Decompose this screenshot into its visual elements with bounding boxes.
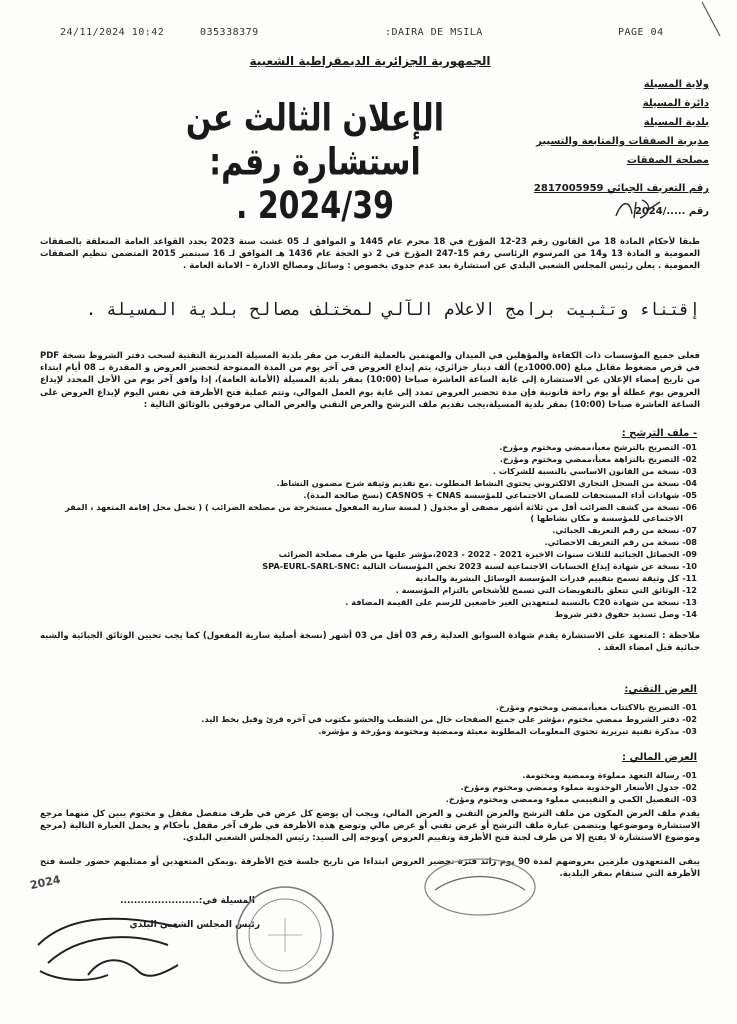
list-item: 01- التصريح بالاكتتاب معبأ،ممضي ومختوم ومؤرخ. [495, 702, 697, 712]
list-item: 13- نسخة من شهادة C20 بالنسبة لمتعهدين الغير خاضعين للرسم على القيمة المضافة . [345, 596, 697, 607]
fax-sender: :DAIRA DE MSILA [385, 27, 483, 38]
tax-identifier: رقم التعريف الجبائي 2817005959 [533, 183, 709, 194]
official-round-stamp [230, 880, 340, 990]
authority-daira: دائرة المسيلة [642, 98, 709, 109]
list-item: 10- نسخة عن شهادة إيداع الحسابات الاجتماعية لسنة 2023 تخص المؤسسات التالية :SPA-EURL-SARL-SNC [262, 561, 697, 572]
candidacy-heading: - ملف الترشح : [621, 428, 697, 439]
signature-place: المسيلة في:....................... [120, 896, 255, 906]
intro-paragraph: طبقا لأحكام المادة 18 من القانون رقم 23-12 المؤرخ في 18 محرم عام 1445 و الموافق لـ 05 غشت سنة 2023 يحدد القواعد العامة المتعلقة بالصفقات العمومية و المادة 13 و14 من المرسوم الرئاسي رقم 15-247 المؤرخ في 2 ذو الحجة عام 1436 هـ الموافق لـ 16 سبتمبر 2015 المتضمن تنظيم الصفقات العمومية . يعلن رئيس المجلس الشعبي البلدي عن استشارة بعد عدم جدوى بخصوص : وسائل ومصالح الادارة – الامانة العامة . [40, 237, 701, 272]
handwritten-signature [28, 905, 198, 987]
fax-number: 035338379 [200, 27, 259, 38]
authority-directorate: مديرية الصفقات والمتابعة والتسيير [536, 136, 709, 147]
handwritten-reference-mark [612, 196, 664, 222]
list-item: 02- دفتر الشروط ممضي مختوم ،مؤشر على جميع الصفحات خال من الشطب والحشو مكتوب في آخره قرئ وقبل بخط اليد. [201, 713, 697, 724]
submission-instructions: يقدم ملف العرض المكون من ملف الترشح والعرض التقني و العرض المالي، ويجب أن يوضع كل عرض في ظرف منفصل مقفل و مختوم يبين كل منهما مرجع الاستشارة وموضوعها ويتضمن عبارة ملف الترشح أو عرض تقني أو عرض مالي وتوضع هذه الأظرفة في ظرف آخر مقفل بأحكام و يحمل العبارة التالية (مرجع وموضوع الاستشارة لا يفتح إلا من طرف لجنة فتح الأظرفة وتقييم العروض )ويوجه إلى السيد: رئيس المجلس الشعبي البلدي. [40, 809, 700, 844]
authority-wilaya: ولاية المسيلة [643, 79, 709, 90]
list-item: 14- وصل تسديد حقوق دفتر شروط [554, 608, 697, 619]
list-item: 06- نسخة من كشف الضرائب أقل من ثلاثة أشهر مصفى أو مجدول ( لمسة سارية المفعول مستخرجة من مصلحة الضرائب ) ( تحمل محل إقامة المتعهد ، المقر [65, 501, 697, 512]
list-item: 07- نسخة من رقم التعريف الجبائي. [552, 525, 697, 536]
candidacy-list [65, 442, 697, 621]
financial-offer-list [137, 770, 697, 806]
authority-commune: بلدية المسيلة [643, 117, 709, 128]
candidacy-note: ملاحظة : المتعهد على الاستشارة يقدم شهادة السوابق العدلية رقم 03 أقل من 03 أشهر (نسخة أصلية سارية المفعول) كما يجب تحيين الوثائق الجبائية والشبه جبائية قبل امضاء العقد . [40, 631, 700, 654]
list-item: الاجتماعي للمؤسسة و مكان نشاطها ) [530, 513, 683, 524]
list-item: 05- شهادات أداء المستحقات للضمان الاجتماعي للمؤسسة CASNOS + CNAS (نسخ صالحة المدة). [303, 489, 697, 500]
announcement-title: الإعلان الثالث عن استشارة رقم: 2024/39 . [185, 96, 445, 229]
fax-page: PAGE 04 [618, 27, 664, 38]
corner-fold-mark [700, 0, 737, 40]
validity-paragraph: يبقى المتعهدون ملزمين بعروضهم لمدة 90 يوم زائد فترة تحضير العروض ابتداءا من تاريخ جلسة فتح الأظرفة .ويمكن المتعهدين أو ممثليهم حضور جلسة فتح الأظرفة التي ستقام بمقر البلدية. [40, 857, 700, 880]
financial-offer-heading: العرض المالي : [622, 752, 697, 763]
republic-heading: الجمهورية الجزائرية الديمقراطية الشعبية [249, 54, 491, 68]
body-paragraph: فعلى جميع المؤسسات ذات الكفاءة والمؤهلين في الميدان والمهتمين بالعملية التقرب من مقر بلدية المسيلة المديرية التقنية لسحب دفتر الشروط نسخة PDF في قرص مضغوط مقابل مبلغ (1000.00دج) ألف دينار جزائري، يتم إيداع العروض في آخر يوم من المدة الممنوحة لتحضير العروض و المقدرة بـ 08 أيام ابتداء من تاريخ إمضاء الإعلان عن الاستشارة إلى غاية الساعة العاشرة صباحا (10:00) بمقر بلدية المسيلة (الأمانة العامة)، إذا وافق آخر يوم من الأجل المحدد لإيداع العروض يوم عطلة أو يوم راحة قانونية فإن مدة تحضير العروض تمدد إلى غاية يوم العمل الموالي، وتتم عملية فتح الأظرفة في نفس اليوم لإيداع العروض على الساعة العاشرة صباحا (10:00) بمقر بلدية المسيلة،يجب تقديم ملف الترشح والعرض التقني والعرض المالي مرفوقين بالوثائق التالية : [40, 351, 700, 410]
authority-service: مصلحة الصفقات [626, 155, 709, 166]
list-item: 02- جدول الأسعار الوحدوية مملوء وممضي ومختوم ومؤرخ. [460, 781, 697, 792]
list-item: 03- نسخة من القانون الاساسي بالنسبة للشركات . [492, 465, 697, 476]
list-item: 02- التصريح بالنزاهة معبأ،ممضي ومختوم ومؤرخ. [499, 453, 697, 464]
list-item: 11- كل وثيقة تسمح بتقييم قدرات المؤسسة الوسائل البشرية والمادية [415, 572, 697, 583]
consultation-subject: إقتناء وتثبيت برامج الاعلام الآلي لمختلف مصالح بلدية المسيلة . [85, 300, 700, 320]
fax-date-time: 24/11/2024 10:42 [60, 27, 165, 38]
list-item: 03- مذكرة تقنية تبريرية تحتوي المعلومات المطلوبة معبئة وممضية ومختومة ومؤرخة و مؤشرة. [318, 725, 697, 736]
signature-role: رئيس المجلس الشعبي البلدي [129, 920, 260, 930]
stamp-year: 2024 [28, 872, 62, 893]
list-item: 08- نسخة من رقم التعريف الاحصائي. [544, 537, 697, 548]
list-item: 04- نسخة من السجل التجاري الالكتروني يحتوي النشاط المطلوب .مع تقديم وثيقة شرح مضمون النشاط. [276, 477, 697, 488]
list-item: 09- الحصائل الجبائية للثلاث سنوات الاخيرة 2021 - 2022 - 2023،مؤشر عليها من طرف مصلحة الضرائب [278, 549, 697, 560]
list-item: 12- الوثائق التي تتعلق بالتفويضات التي تسمح للأشخاص بالتزام المؤسسة . [395, 584, 697, 595]
list-item: 03- التفصيل الكمي و التقييمي مملوء وممضي ومختوم ومؤرخ. [445, 793, 697, 804]
technical-offer-heading: العرض التقني: [624, 684, 697, 695]
commission-stamp [420, 852, 540, 922]
technical-offer-list [137, 702, 697, 738]
list-item: 01- رسالة التعهد مملوءة وممضية ومختومة. [522, 770, 697, 780]
list-item: 01- التصريح بالترشح معبأ،ممضي ومختوم ومؤرخ. [499, 442, 697, 452]
reference-number: رقم ...../2024 [634, 206, 709, 217]
